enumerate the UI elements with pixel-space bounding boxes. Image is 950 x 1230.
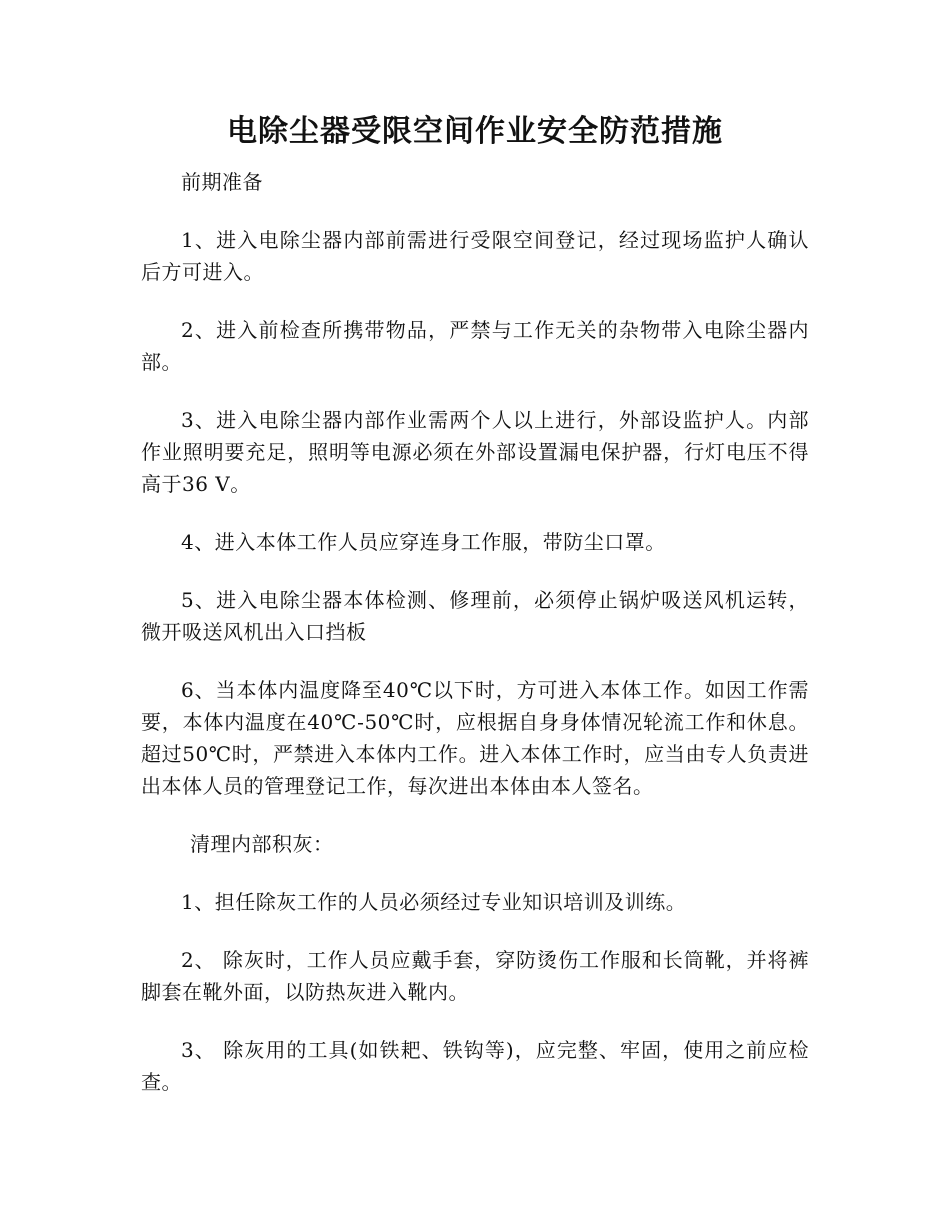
section-heading-ash-cleaning: 清理内部积灰： (190, 832, 334, 856)
paragraph-prep-5: 5、进入电除尘器本体检测、修理前，必须停止锅炉吸送风机运转，微开吸送风机出入口挡板 (141, 588, 809, 644)
paragraph-ash-3: 3、 除灰用的工具(如铁耙、铁钩等)，应完整、牢固，使用之前应检查。 (141, 1038, 809, 1094)
paragraph-prep-1: 1、进入电除尘器内部前需进行受限空间登记，经过现场监护人确认后方可进入。 (141, 228, 809, 284)
paragraph-prep-4: 4、进入本体工作人员应穿连身工作服，带防尘口罩。 (181, 530, 666, 554)
paragraph-ash-2: 2、 除灰时，工作人员应戴手套，穿防烫伤工作服和长筒靴，并将裤脚套在靴外面，以防热灰进入靴内。 (141, 948, 809, 1004)
paragraph-prep-2: 2、进入前检查所携带物品，严禁与工作无关的杂物带入电除尘器内部。 (141, 318, 809, 374)
paragraph-prep-3: 3、进入电除尘器内部作业需两个人以上进行，外部设监护人。内部作业照明要充足，照明等电源必须在外部设置漏电保护器，行灯电压不得高于36 V。 (141, 408, 809, 496)
document-title: 电除尘器受限空间作业安全防范措施 (227, 114, 723, 149)
paragraph-ash-1: 1、担任除灰工作的人员必须经过专业知识培训及训练。 (181, 890, 687, 914)
paragraph-prep-6: 6、当本体内温度降至40℃以下时，方可进入本体工作。如因工作需要，本体内温度在40℃-50℃时，应根据自身身体情况轮流工作和休息。超过50℃时，严禁进入本体内工作。进入本体工作时，应当由专人负责进出本体人员的管理登记工作，每次进出本体由本人签名。 (141, 678, 809, 798)
document-body (141, 166, 809, 1124)
section-heading-preparation: 前期准备 (181, 170, 263, 194)
